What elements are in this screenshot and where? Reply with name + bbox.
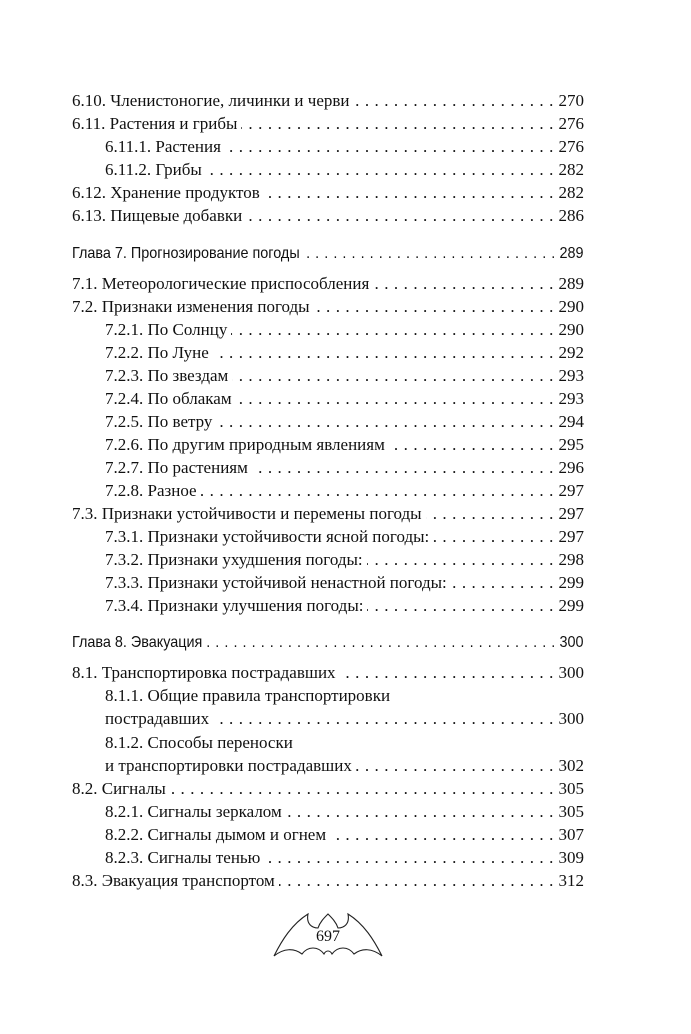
toc-entry-page: 289 (558, 274, 584, 293)
toc-entry (105, 457, 584, 479)
toc-entry-page: 276 (558, 137, 584, 156)
dot-leader (354, 90, 555, 112)
toc-entry-page: 293 (558, 366, 584, 385)
toc-entry-page: 290 (558, 320, 584, 339)
toc-entry-page: 305 (558, 779, 584, 798)
toc-entry (105, 595, 584, 617)
toc-entry (72, 182, 584, 204)
toc-entry-label: 7.2.7. По растениям (105, 458, 248, 477)
dot-leader (314, 296, 554, 318)
dot-leader (232, 365, 554, 387)
toc-entry-page: 300 (558, 709, 584, 728)
dot-leader (236, 388, 554, 410)
dot-leader (356, 755, 554, 777)
toc-entry-page: 282 (558, 183, 584, 202)
toc-entry-label: 8.1. Транспортировка пострадавших (72, 663, 336, 682)
toc-entry (105, 365, 584, 387)
toc-chapter-heading (72, 632, 583, 654)
dot-leader (206, 159, 554, 181)
dot-leader (241, 113, 554, 135)
toc-entry-label: 7.2.3. По звездам (105, 366, 229, 385)
toc-entry-label: 7.2. Признаки изменения погоды (72, 297, 310, 316)
toc-entry-label: 7.2.4. По облакам (105, 389, 232, 408)
toc-entry-label: 7.2.6. По другим природным явлениям (105, 435, 385, 454)
toc-entry-label: 7.2.1. По Солнцу (105, 320, 228, 339)
toc-entry (72, 90, 584, 112)
dot-leader (340, 662, 554, 684)
toc-entry-page: 282 (558, 160, 584, 179)
toc-entry-label: 8.2.1. Сигналы зеркалом (105, 802, 282, 821)
dot-leader (206, 632, 556, 654)
toc-entry-page: 299 (558, 596, 584, 615)
toc-entry (105, 411, 584, 433)
toc-entry-label: 6.11. Растения и грибы (72, 114, 238, 133)
toc-entry (105, 480, 584, 502)
toc-entry-page: 312 (558, 871, 584, 890)
toc-entry-page: 299 (558, 573, 584, 592)
toc-entry-label: и транспортировки пострадавших (105, 756, 352, 775)
toc-entry (105, 388, 584, 410)
toc-entry (72, 503, 584, 525)
toc-entry-label: пострадавших (105, 709, 210, 728)
toc-entry-page: 300 (558, 663, 584, 682)
toc-entry (105, 801, 584, 823)
toc-entry-page: 292 (558, 343, 584, 362)
toc-entry-label: 7.3.1. Признаки устойчивости ясной погоды: (105, 527, 430, 546)
toc-entry-label: 6.11.2. Грибы (105, 160, 202, 179)
toc-entry-label-line1: 8.1.2. Способы переноски (105, 733, 293, 752)
toc-entry (72, 778, 584, 800)
dot-leader (213, 708, 554, 730)
toc-entry-page: 294 (558, 412, 584, 431)
dot-leader (252, 457, 554, 479)
toc-entry-label-line1: 8.1.1. Общие правила транспортировки (105, 686, 391, 705)
dot-leader (279, 870, 554, 892)
toc-entry (105, 319, 584, 341)
toc-entry-label: 8.2.2. Сигналы дымом и огнем (105, 825, 327, 844)
dot-leader (225, 136, 554, 158)
dot-leader (213, 342, 554, 364)
toc-entry-label: 7.3.3. Признаки устойчивой ненастной погоды: (105, 573, 447, 592)
dot-leader (303, 243, 556, 265)
toc-entry-label: 7.3.2. Признаки ухудшения погоды: (105, 550, 363, 569)
toc-chapter-heading (72, 243, 583, 265)
dot-leader (170, 778, 554, 800)
toc-entry-page: 286 (558, 206, 584, 225)
toc-chapter-page: 289 (559, 245, 584, 262)
dot-leader (451, 572, 554, 594)
toc-entry-page: 302 (558, 756, 584, 775)
toc-entry-label: 6.11.1. Растения (105, 137, 221, 156)
toc-entry-page: 297 (558, 504, 584, 523)
dot-leader (389, 434, 554, 456)
toc-entry-page: 276 (558, 114, 584, 133)
toc-entry-page: 270 (558, 91, 584, 110)
toc-entry-page: 298 (558, 550, 584, 569)
toc-entry (105, 159, 584, 181)
dot-leader (367, 549, 554, 571)
toc-chapter-label: Глава 8. Эвакуация (72, 634, 203, 651)
toc-entry-label: 6.13. Пищевые добавки (72, 206, 243, 225)
toc-entry (72, 870, 584, 892)
dot-leader (286, 801, 554, 823)
toc-entry (105, 847, 584, 869)
toc-entry (105, 824, 584, 846)
toc-entry-label: 7.2.2. По Луне (105, 343, 209, 362)
toc-entry-label: 8.2.3. Сигналы тенью (105, 848, 261, 867)
toc-entry (105, 572, 584, 594)
dot-leader (330, 824, 554, 846)
toc-entry (105, 136, 584, 158)
toc-entry (105, 434, 584, 456)
dot-leader (433, 526, 554, 548)
toc-entry (105, 755, 584, 777)
toc-entry-label: 8.2. Сигналы (72, 779, 166, 798)
dot-leader (367, 595, 554, 617)
toc-entry (72, 205, 584, 227)
dot-leader (264, 182, 554, 204)
toc-entry-page: 297 (558, 527, 584, 546)
page-number-ornament (268, 904, 388, 960)
toc-entry-page: 297 (558, 481, 584, 500)
toc-entry (72, 662, 584, 684)
dot-leader (246, 205, 554, 227)
toc-entry-label: 6.10. Членистоногие, личинки и черви (72, 91, 350, 110)
toc-chapter-page: 300 (559, 634, 584, 651)
toc-entry-label: 8.3. Эвакуация транспортом (72, 871, 275, 890)
toc-entry (105, 549, 584, 571)
toc-entry-label: 7.3.4. Признаки улучшения погоды: (105, 596, 364, 615)
toc-entry-label: 6.12. Хранение продуктов (72, 183, 260, 202)
toc-entry-label: 7.2.8. Разное (105, 481, 197, 500)
dot-leader (373, 273, 554, 295)
dot-leader (264, 847, 554, 869)
dot-leader (216, 411, 554, 433)
toc-entry-label: 7.2.5. По ветру (105, 412, 213, 431)
toc-entry-page: 296 (558, 458, 584, 477)
toc-entry (72, 296, 584, 318)
dot-leader (201, 480, 554, 502)
page-number: 697 (316, 928, 340, 945)
toc-entry-page: 295 (558, 435, 584, 454)
toc-entry-page: 293 (558, 389, 584, 408)
toc-entry-label: 7.1. Метеорологические приспособления (72, 274, 370, 293)
toc-entry-page: 305 (558, 802, 584, 821)
toc-entry-label: 7.3. Признаки устойчивости и перемены погоды (72, 504, 422, 523)
dot-leader (231, 319, 554, 341)
toc-entry-page: 307 (558, 825, 584, 844)
toc-entry-page: 290 (558, 297, 584, 316)
toc-entry (72, 273, 584, 295)
toc-chapter-label: Глава 7. Прогнозирование погоды (72, 245, 300, 262)
toc-entry (105, 708, 584, 730)
toc-entry (105, 342, 584, 364)
dot-leader (426, 503, 554, 525)
toc-entry (105, 526, 584, 548)
toc-entry-page: 309 (558, 848, 584, 867)
toc-entry (72, 113, 584, 135)
